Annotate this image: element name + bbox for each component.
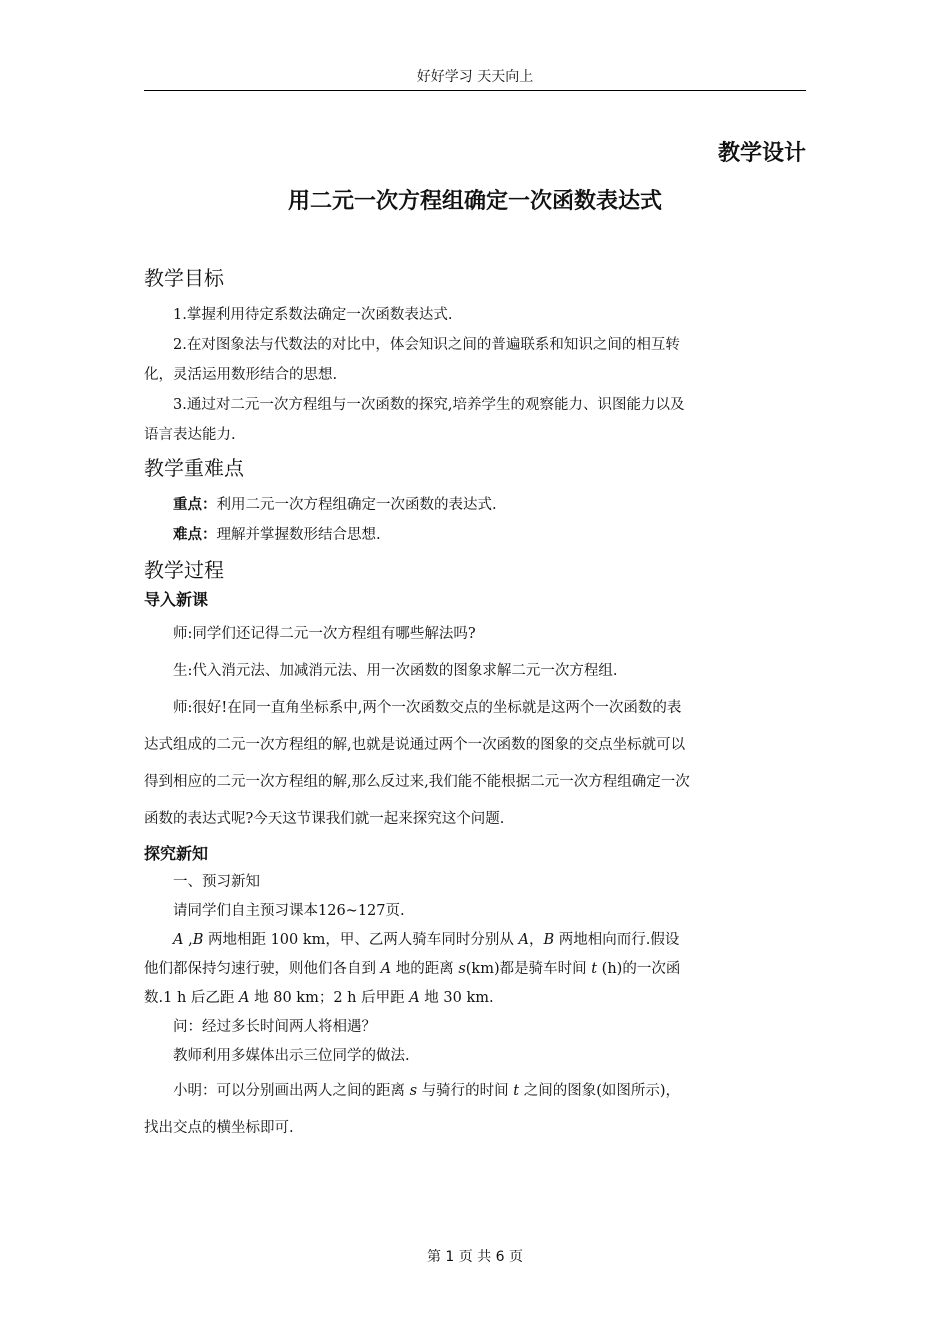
text-seg: ，	[529, 932, 544, 948]
var-a: A	[409, 990, 420, 1006]
explore-heading: 探究新知	[144, 844, 209, 863]
focus-label: 重点：	[173, 497, 217, 513]
var-a: A	[173, 932, 184, 948]
explore-subheading: 一、预习新知	[173, 874, 260, 890]
goal-item-2: 2.在对图象法与代数法的对比中，体会知识之间的普遍联系和知识之间的相互转化，灵活运用数形结合的思想.	[144, 337, 680, 383]
text-seg: 与骑行的时间	[417, 1083, 514, 1099]
var-t: t	[591, 961, 598, 977]
process-heading: 教学过程	[144, 558, 224, 582]
teacher-line: 教师利用多媒体出示三位同学的做法.	[173, 1048, 410, 1064]
text-seg: 两地相距 100 km，甲、乙两人骑车同时分别从	[203, 932, 519, 948]
text-seg: (h)的一次函数.1 h 后乙距	[144, 961, 681, 1006]
text-seg: 之间的图象(如图所示)，找出交点的横坐标即可.	[144, 1083, 681, 1136]
focus-point	[144, 490, 692, 520]
var-t: t	[513, 1083, 520, 1099]
text-seg: 两地相向而行.假设他们都保持匀速行驶，则他们各自到	[144, 932, 680, 977]
difficulty-label: 难点：	[173, 527, 217, 543]
var-a: A	[518, 932, 529, 948]
intro-heading: 导入新课	[144, 590, 209, 609]
goal-item-1: 1.掌握利用待定系数法确定一次函数表达式.	[173, 307, 453, 323]
difficulty-point	[144, 520, 692, 550]
intro-line-3: 师:很好!在同一直角坐标系中,两个一次函数交点的坐标就是这两个一次函数的表达式组成的二元一次方程组的解,也就是说通过两个一次函数的图象的交点坐标就可以得到相应的二元一次方程组的解,那么反过来,我们能不能根据二元一次方程组确定一次函数的表达式呢?今天这节课我们就一起来探究这个问题.	[144, 700, 690, 827]
var-a: A	[239, 990, 250, 1006]
text-seg: 地 80 km；2 h 后甲距	[249, 990, 410, 1006]
problem-statement	[144, 926, 692, 1013]
goals-heading: 教学目标	[144, 266, 224, 290]
var-b: B	[192, 932, 204, 948]
text-seg: (km)都是骑车时间	[465, 961, 592, 977]
goal-item-3: 3.通过对二元一次方程组与一次函数的探究,培养学生的观察能力、识图能力以及语言表达能力.	[144, 397, 685, 443]
focus-text: 利用二元一次方程组确定一次函数的表达式.	[216, 497, 497, 513]
text-seg: 小明：可以分别画出两人之间的距离	[173, 1083, 410, 1099]
text-seg: 地 30 km.	[419, 990, 494, 1006]
document-body	[144, 262, 692, 1147]
key-points-heading: 教学重难点	[144, 456, 244, 480]
page-footer: 第 1 页 共 6 页	[426, 1249, 524, 1265]
intro-line-1: 师:同学们还记得二元一次方程组有哪些解法吗?	[173, 626, 476, 642]
difficulty-text: 理解并掌握数形结合思想.	[216, 527, 381, 543]
var-s: s	[458, 961, 466, 977]
question-line: 问：经过多长时间两人将相遇？	[173, 1019, 376, 1035]
xiaoming-line	[144, 1073, 692, 1147]
var-s: s	[409, 1083, 418, 1099]
text-seg: 地的距离	[391, 961, 459, 977]
text-seg: ,	[183, 932, 193, 948]
document-title: 用二元一次方程组确定一次函数表达式	[287, 189, 662, 214]
preview-instruction: 请同学们自主预习课本126~127页.	[173, 903, 405, 919]
page-header: 好好学习 天天向上	[144, 64, 806, 91]
document-type: 教学设计	[717, 141, 806, 166]
intro-line-2: 生:代入消元法、加减消元法、用一次函数的图象求解二元一次方程组.	[173, 663, 618, 679]
var-b: B	[543, 932, 555, 948]
var-a: A	[380, 961, 392, 977]
